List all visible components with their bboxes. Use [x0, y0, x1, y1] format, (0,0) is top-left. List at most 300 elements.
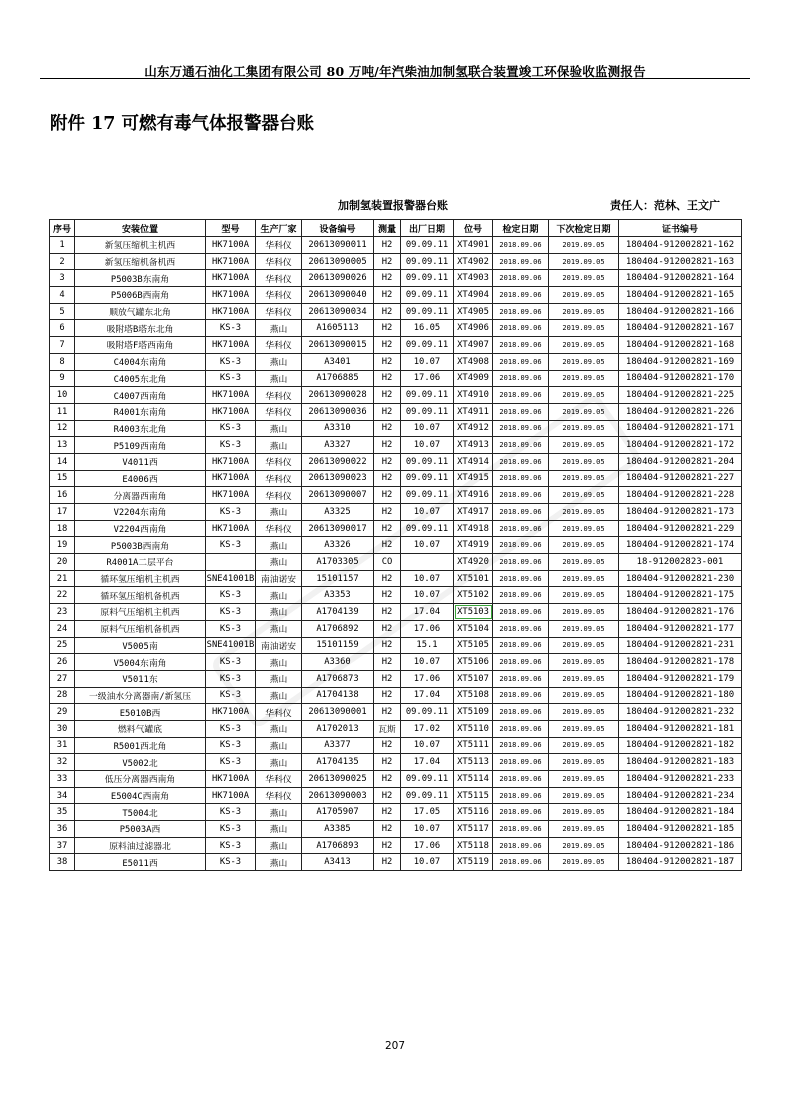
next-calibration-date-cell: 2019.09.05: [549, 520, 619, 537]
next-calibration-date-cell: 2019.09.05: [549, 604, 619, 621]
measured-gas-cell: H2: [374, 420, 401, 437]
manufacture-date-cell: 09.09.11: [401, 387, 454, 404]
device-number-cell: 20613090034: [302, 303, 374, 320]
install-location-cell: 循环氢压缩机备机西: [75, 587, 206, 604]
tag-number-cell: XT5106: [454, 654, 493, 671]
next-calibration-date-cell: 2019.09.05: [549, 704, 619, 721]
device-number-cell: A3326: [302, 537, 374, 554]
column-header: 出厂日期: [401, 220, 454, 237]
model-cell: KS-3: [206, 537, 256, 554]
calibration-date-cell: 2018.09.06: [493, 403, 549, 420]
row-number-cell: 33: [50, 771, 75, 788]
table-row: [50, 821, 742, 838]
table-row: [50, 470, 742, 487]
measured-gas-cell: H2: [374, 687, 401, 704]
table-row: [50, 704, 742, 721]
manufacturer-cell: 华科仪: [256, 270, 302, 287]
manufacture-date-cell: 10.07: [401, 737, 454, 754]
table-row: [50, 303, 742, 320]
model-cell: HK7100A: [206, 704, 256, 721]
install-location-cell: E4006西: [75, 470, 206, 487]
certificate-number-cell: 180404-912002821-181: [619, 720, 742, 737]
model-cell: KS-3: [206, 437, 256, 454]
manufacturer-cell: 燕山: [256, 320, 302, 337]
device-number-cell: A1704135: [302, 754, 374, 771]
calibration-date-cell: 2018.09.06: [493, 704, 549, 721]
manufacturer-cell: 华科仪: [256, 337, 302, 354]
table-row: [50, 771, 742, 788]
calibration-date-cell: 2018.09.06: [493, 253, 549, 270]
device-number-cell: A3360: [302, 654, 374, 671]
next-calibration-date-cell: 2019.09.05: [549, 587, 619, 604]
manufacturer-cell: 燕山: [256, 837, 302, 854]
install-location-cell: 吸附塔F塔西南角: [75, 337, 206, 354]
row-number-cell: 16: [50, 487, 75, 504]
manufacture-date-cell: 10.07: [401, 504, 454, 521]
measured-gas-cell: H2: [374, 470, 401, 487]
next-calibration-date-cell: 2019.09.05: [549, 537, 619, 554]
manufacture-date-cell: 09.09.11: [401, 270, 454, 287]
next-calibration-date-cell: 2019.09.05: [549, 370, 619, 387]
calibration-date-cell: 2018.09.06: [493, 854, 549, 871]
manufacturer-cell: 华科仪: [256, 771, 302, 788]
model-cell: KS-3: [206, 854, 256, 871]
calibration-date-cell: 2018.09.06: [493, 670, 549, 687]
column-header: 位号: [454, 220, 493, 237]
calibration-date-cell: 2018.09.06: [493, 837, 549, 854]
calibration-date-cell: 2018.09.06: [493, 504, 549, 521]
calibration-date-cell: 2018.09.06: [493, 370, 549, 387]
calibration-date-cell: 2018.09.06: [493, 470, 549, 487]
device-number-cell: 20613090003: [302, 787, 374, 804]
manufacture-date-cell: 17.02: [401, 720, 454, 737]
install-location-cell: 吸附塔B塔东北角: [75, 320, 206, 337]
model-cell: HK7100A: [206, 270, 256, 287]
table-row: [50, 837, 742, 854]
table-row: [50, 403, 742, 420]
device-number-cell: 20613090007: [302, 487, 374, 504]
column-header: 设备编号: [302, 220, 374, 237]
tag-number-cell: XT4901: [454, 237, 493, 254]
calibration-date-cell: 2018.09.06: [493, 637, 549, 654]
certificate-number-cell: 180404-912002821-179: [619, 670, 742, 687]
row-number-cell: 23: [50, 604, 75, 621]
manufacturer-cell: 燕山: [256, 437, 302, 454]
calibration-date-cell: 2018.09.06: [493, 237, 549, 254]
manufacturer-cell: 华科仪: [256, 787, 302, 804]
measured-gas-cell: CO: [374, 554, 401, 571]
manufacturer-cell: 燕山: [256, 854, 302, 871]
model-cell: KS-3: [206, 370, 256, 387]
measured-gas-cell: 瓦斯: [374, 720, 401, 737]
device-number-cell: 15101159: [302, 637, 374, 654]
manufacture-date-cell: 10.07: [401, 437, 454, 454]
measured-gas-cell: H2: [374, 737, 401, 754]
measured-gas-cell: H2: [374, 787, 401, 804]
model-cell: SNE41001B: [206, 637, 256, 654]
tag-number-cell: XT5101: [454, 570, 493, 587]
certificate-number-cell: 180404-912002821-172: [619, 437, 742, 454]
model-cell: KS-3: [206, 654, 256, 671]
manufacturer-cell: 华科仪: [256, 387, 302, 404]
row-number-cell: 21: [50, 570, 75, 587]
next-calibration-date-cell: 2019.09.05: [549, 320, 619, 337]
measured-gas-cell: H2: [374, 670, 401, 687]
row-number-cell: 15: [50, 470, 75, 487]
measured-gas-cell: H2: [374, 370, 401, 387]
next-calibration-date-cell: 2019.09.05: [549, 303, 619, 320]
next-calibration-date-cell: 2019.09.05: [549, 554, 619, 571]
model-cell: KS-3: [206, 687, 256, 704]
manufacturer-cell: 华科仪: [256, 237, 302, 254]
manufacture-date-cell: 17.04: [401, 754, 454, 771]
model-cell: HK7100A: [206, 453, 256, 470]
install-location-cell: 一级油水分离器南/新氢压: [75, 687, 206, 704]
install-location-cell: R5001西北角: [75, 737, 206, 754]
tag-number-cell: XT4914: [454, 453, 493, 470]
row-number-cell: 12: [50, 420, 75, 437]
calibration-date-cell: 2018.09.06: [493, 687, 549, 704]
manufacturer-cell: 燕山: [256, 353, 302, 370]
row-number-cell: 18: [50, 520, 75, 537]
row-number-cell: 7: [50, 337, 75, 354]
next-calibration-date-cell: 2019.09.05: [549, 570, 619, 587]
calibration-date-cell: 2018.09.06: [493, 537, 549, 554]
tag-number-cell: XT4903: [454, 270, 493, 287]
model-cell: HK7100A: [206, 253, 256, 270]
manufacture-date-cell: 10.07: [401, 821, 454, 838]
tag-number-cell: XT5108: [454, 687, 493, 704]
manufacturer-cell: 华科仪: [256, 303, 302, 320]
manufacturer-cell: 燕山: [256, 370, 302, 387]
responsible-person: 责任人：范林、王文广: [610, 199, 720, 212]
install-location-cell: 原料气压缩机备机西: [75, 620, 206, 637]
manufacturer-cell: 燕山: [256, 420, 302, 437]
manufacturer-cell: 燕山: [256, 504, 302, 521]
measured-gas-cell: H2: [374, 287, 401, 304]
row-number-cell: 36: [50, 821, 75, 838]
next-calibration-date-cell: 2019.09.05: [549, 620, 619, 637]
measured-gas-cell: H2: [374, 453, 401, 470]
model-cell: HK7100A: [206, 403, 256, 420]
tag-number-cell: XT4907: [454, 337, 493, 354]
tag-number-cell: XT4912: [454, 420, 493, 437]
row-number-cell: 9: [50, 370, 75, 387]
row-number-cell: 5: [50, 303, 75, 320]
model-cell: KS-3: [206, 754, 256, 771]
manufacture-date-cell: 09.09.11: [401, 470, 454, 487]
device-number-cell: 15101157: [302, 570, 374, 587]
table-row: [50, 437, 742, 454]
model-cell: KS-3: [206, 353, 256, 370]
manufacturer-cell: 华科仪: [256, 470, 302, 487]
calibration-date-cell: 2018.09.06: [493, 804, 549, 821]
tag-number-cell: XT4906: [454, 320, 493, 337]
row-number-cell: 28: [50, 687, 75, 704]
row-number-cell: 20: [50, 554, 75, 571]
table-row: [50, 570, 742, 587]
manufacture-date-cell: 09.09.11: [401, 453, 454, 470]
measured-gas-cell: H2: [374, 320, 401, 337]
page-number: 207: [384, 1040, 406, 1052]
header-divider: [40, 78, 750, 79]
model-cell: HK7100A: [206, 237, 256, 254]
calibration-date-cell: 2018.09.06: [493, 520, 549, 537]
next-calibration-date-cell: 2019.09.05: [549, 670, 619, 687]
install-location-cell: 分离器西南角: [75, 487, 206, 504]
tag-number-cell: XT5115: [454, 787, 493, 804]
certificate-number-cell: 180404-912002821-174: [619, 537, 742, 554]
manufacture-date-cell: 09.09.11: [401, 237, 454, 254]
tag-number-cell: XT5107: [454, 670, 493, 687]
manufacturer-cell: 华科仪: [256, 487, 302, 504]
row-number-cell: 17: [50, 504, 75, 521]
measured-gas-cell: H2: [374, 504, 401, 521]
certificate-number-cell: 180404-912002821-178: [619, 654, 742, 671]
manufacturer-cell: 华科仪: [256, 287, 302, 304]
row-number-cell: 31: [50, 737, 75, 754]
tag-number-cell: XT5103: [454, 604, 493, 621]
certificate-number-cell: 180404-912002821-165: [619, 287, 742, 304]
certificate-number-cell: 180404-912002821-232: [619, 704, 742, 721]
install-location-cell: V2204西南角: [75, 520, 206, 537]
calibration-date-cell: 2018.09.06: [493, 720, 549, 737]
table-row: [50, 453, 742, 470]
manufacture-date-cell: 17.06: [401, 620, 454, 637]
manufacturer-cell: 燕山: [256, 654, 302, 671]
column-header: 安装位置: [75, 220, 206, 237]
certificate-number-cell: 180404-912002821-186: [619, 837, 742, 854]
next-calibration-date-cell: 2019.09.05: [549, 821, 619, 838]
certificate-number-cell: 180404-912002821-170: [619, 370, 742, 387]
manufacturer-cell: 燕山: [256, 537, 302, 554]
calibration-date-cell: 2018.09.06: [493, 420, 549, 437]
table-row: [50, 720, 742, 737]
manufacturer-cell: 燕山: [256, 720, 302, 737]
install-location-cell: 顺放气罐东北角: [75, 303, 206, 320]
device-number-cell: 20613090011: [302, 237, 374, 254]
next-calibration-date-cell: 2019.09.05: [549, 737, 619, 754]
tag-number-cell: XT4917: [454, 504, 493, 521]
calibration-date-cell: 2018.09.06: [493, 771, 549, 788]
measured-gas-cell: H2: [374, 604, 401, 621]
row-number-cell: 13: [50, 437, 75, 454]
install-location-cell: 低压分离器西南角: [75, 771, 206, 788]
measured-gas-cell: H2: [374, 337, 401, 354]
calibration-date-cell: 2018.09.06: [493, 654, 549, 671]
calibration-date-cell: 2018.09.06: [493, 287, 549, 304]
calibration-date-cell: 2018.09.06: [493, 554, 549, 571]
manufacture-date-cell: 10.07: [401, 570, 454, 587]
manufacture-date-cell: 09.09.11: [401, 403, 454, 420]
manufacturer-cell: 华科仪: [256, 253, 302, 270]
install-location-cell: E5010B西: [75, 704, 206, 721]
measured-gas-cell: H2: [374, 237, 401, 254]
calibration-date-cell: 2018.09.06: [493, 303, 549, 320]
table-row: [50, 787, 742, 804]
table-row: [50, 804, 742, 821]
install-location-cell: P5003B东南角: [75, 270, 206, 287]
manufacturer-cell: 燕山: [256, 754, 302, 771]
device-number-cell: A1703305: [302, 554, 374, 571]
row-number-cell: 3: [50, 270, 75, 287]
next-calibration-date-cell: 2019.09.05: [549, 237, 619, 254]
calibration-date-cell: 2018.09.06: [493, 453, 549, 470]
measured-gas-cell: H2: [374, 537, 401, 554]
device-number-cell: A1704139: [302, 604, 374, 621]
next-calibration-date-cell: 2019.09.05: [549, 420, 619, 437]
manufacture-date-cell: 10.07: [401, 654, 454, 671]
row-number-cell: 35: [50, 804, 75, 821]
measured-gas-cell: H2: [374, 403, 401, 420]
calibration-date-cell: 2018.09.06: [493, 570, 549, 587]
install-location-cell: C4005东北角: [75, 370, 206, 387]
column-header: 测量: [374, 220, 401, 237]
install-location-cell: R4001A二层平台: [75, 554, 206, 571]
calibration-date-cell: 2018.09.06: [493, 754, 549, 771]
next-calibration-date-cell: 2019.09.05: [549, 771, 619, 788]
model-cell: KS-3: [206, 720, 256, 737]
row-number-cell: 30: [50, 720, 75, 737]
table-row: [50, 687, 742, 704]
certificate-number-cell: 180404-912002821-187: [619, 854, 742, 871]
measured-gas-cell: H2: [374, 654, 401, 671]
manufacture-date-cell: 09.09.11: [401, 253, 454, 270]
table-row: [50, 237, 742, 254]
next-calibration-date-cell: 2019.09.05: [549, 453, 619, 470]
calibration-date-cell: 2018.09.06: [493, 620, 549, 637]
device-number-cell: 20613090036: [302, 403, 374, 420]
install-location-cell: 原料气压缩机主机西: [75, 604, 206, 621]
device-number-cell: A1704138: [302, 687, 374, 704]
table-row: [50, 854, 742, 871]
model-cell: KS-3: [206, 420, 256, 437]
manufacture-date-cell: 10.07: [401, 854, 454, 871]
row-number-cell: 19: [50, 537, 75, 554]
manufacturer-cell: 燕山: [256, 670, 302, 687]
tag-number-cell: XT4905: [454, 303, 493, 320]
calibration-date-cell: 2018.09.06: [493, 487, 549, 504]
manufacture-date-cell: 09.09.11: [401, 287, 454, 304]
model-cell: HK7100A: [206, 470, 256, 487]
calibration-date-cell: 2018.09.06: [493, 787, 549, 804]
manufacture-date-cell: 16.05: [401, 320, 454, 337]
measured-gas-cell: H2: [374, 303, 401, 320]
install-location-cell: E5011西: [75, 854, 206, 871]
row-number-cell: 34: [50, 787, 75, 804]
certificate-number-cell: 180404-912002821-231: [619, 637, 742, 654]
manufacturer-cell: 燕山: [256, 554, 302, 571]
table-row: [50, 504, 742, 521]
table-row: [50, 554, 742, 571]
tag-number-cell: XT4916: [454, 487, 493, 504]
next-calibration-date-cell: 2019.09.05: [549, 487, 619, 504]
install-location-cell: R4001东南角: [75, 403, 206, 420]
certificate-number-cell: 180404-912002821-233: [619, 771, 742, 788]
next-calibration-date-cell: 2019.09.05: [549, 687, 619, 704]
certificate-number-cell: 180404-912002821-185: [619, 821, 742, 838]
measured-gas-cell: H2: [374, 837, 401, 854]
row-number-cell: 38: [50, 854, 75, 871]
device-number-cell: 20613090023: [302, 470, 374, 487]
certificate-number-cell: 180404-912002821-162: [619, 237, 742, 254]
model-cell: HK7100A: [206, 520, 256, 537]
calibration-date-cell: 2018.09.06: [493, 353, 549, 370]
install-location-cell: T5004北: [75, 804, 206, 821]
measured-gas-cell: H2: [374, 704, 401, 721]
table-row: [50, 487, 742, 504]
tag-number-cell: XT4913: [454, 437, 493, 454]
next-calibration-date-cell: 2019.09.05: [549, 854, 619, 871]
ledger-title: 加制氢装置报警器台账: [338, 199, 448, 212]
row-number-cell: 24: [50, 620, 75, 637]
column-header: 下次检定日期: [549, 220, 619, 237]
tag-number-cell: XT5116: [454, 804, 493, 821]
device-number-cell: 20613090025: [302, 771, 374, 788]
report-header-title: 山东万通石油化工集团有限公司 80 万吨/年汽柴油加制氢联合装置竣工环保验收监测报告: [144, 64, 646, 79]
certificate-number-cell: 180404-912002821-226: [619, 403, 742, 420]
table-row: [50, 287, 742, 304]
manufacture-date-cell: 09.09.11: [401, 303, 454, 320]
manufacture-date-cell: 10.07: [401, 353, 454, 370]
next-calibration-date-cell: 2019.09.05: [549, 287, 619, 304]
manufacturer-cell: 燕山: [256, 604, 302, 621]
model-cell: [206, 554, 256, 571]
model-cell: KS-3: [206, 320, 256, 337]
manufacture-date-cell: 10.07: [401, 587, 454, 604]
install-location-cell: P5006B西南角: [75, 287, 206, 304]
device-number-cell: 20613090017: [302, 520, 374, 537]
manufacturer-cell: 华科仪: [256, 403, 302, 420]
tag-number-cell: XT4902: [454, 253, 493, 270]
measured-gas-cell: H2: [374, 854, 401, 871]
calibration-date-cell: 2018.09.06: [493, 337, 549, 354]
manufacturer-cell: 燕山: [256, 587, 302, 604]
tag-number-cell: XT5105: [454, 637, 493, 654]
table-row: [50, 754, 742, 771]
manufacture-date-cell: 09.09.11: [401, 787, 454, 804]
install-location-cell: 新氢压缩机备机西: [75, 253, 206, 270]
tag-number-cell: XT5117: [454, 821, 493, 838]
device-number-cell: A1706892: [302, 620, 374, 637]
device-number-cell: 20613090001: [302, 704, 374, 721]
device-number-cell: A1605113: [302, 320, 374, 337]
row-number-cell: 29: [50, 704, 75, 721]
certificate-number-cell: 180404-912002821-166: [619, 303, 742, 320]
device-number-cell: A3413: [302, 854, 374, 871]
certificate-number-cell: 180404-912002821-229: [619, 520, 742, 537]
calibration-date-cell: 2018.09.06: [493, 437, 549, 454]
install-location-cell: C4007西南角: [75, 387, 206, 404]
install-location-cell: V5011东: [75, 670, 206, 687]
install-location-cell: V4011西: [75, 453, 206, 470]
certificate-number-cell: 180404-912002821-228: [619, 487, 742, 504]
certificate-number-cell: 180404-912002821-184: [619, 804, 742, 821]
device-number-cell: A3325: [302, 504, 374, 521]
manufacturer-cell: 南油诺安: [256, 637, 302, 654]
install-location-cell: C4004东南角: [75, 353, 206, 370]
column-header: 序号: [50, 220, 75, 237]
table-row: [50, 320, 742, 337]
model-cell: HK7100A: [206, 287, 256, 304]
row-number-cell: 32: [50, 754, 75, 771]
manufacture-date-cell: 17.06: [401, 837, 454, 854]
calibration-date-cell: 2018.09.06: [493, 604, 549, 621]
device-number-cell: A1705907: [302, 804, 374, 821]
certificate-number-cell: 180404-912002821-204: [619, 453, 742, 470]
measured-gas-cell: H2: [374, 253, 401, 270]
measured-gas-cell: H2: [374, 570, 401, 587]
